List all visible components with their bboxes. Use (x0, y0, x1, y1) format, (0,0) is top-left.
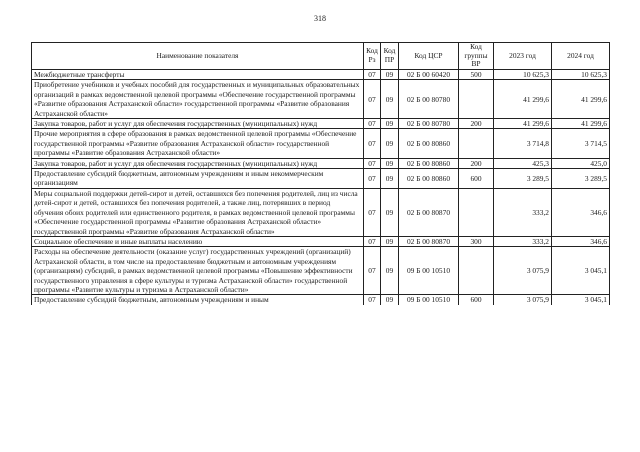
row-2024: 41 299,6 (552, 119, 610, 129)
row-pr: 09 (381, 80, 399, 119)
row-2023: 425,3 (494, 158, 552, 168)
row-vr: 500 (459, 70, 494, 80)
header-name: Наименование показателя (32, 43, 364, 70)
row-pr: 09 (381, 188, 399, 236)
row-2023: 41 299,6 (494, 80, 552, 119)
row-csr: 09 Б 00 10510 (399, 295, 459, 305)
row-csr: 09 Б 00 10510 (399, 247, 459, 295)
table-row (32, 169, 610, 189)
row-vr (459, 80, 494, 119)
row-rz: 07 (364, 158, 381, 168)
row-rz: 07 (364, 247, 381, 295)
row-2024: 425,0 (552, 158, 610, 168)
row-csr: 02 Б 00 60420 (399, 70, 459, 80)
row-csr: 02 Б 00 80860 (399, 169, 459, 189)
row-vr (459, 247, 494, 295)
row-2023: 333,2 (494, 236, 552, 246)
row-rz: 07 (364, 169, 381, 189)
row-rz: 07 (364, 295, 381, 305)
row-pr: 09 (381, 169, 399, 189)
row-vr: 600 (459, 295, 494, 305)
row-name: Закупка товаров, работ и услуг для обеспечения государственных (муниципальных) нужд (32, 119, 364, 129)
row-pr: 09 (381, 70, 399, 80)
row-rz: 07 (364, 119, 381, 129)
row-2024: 346,6 (552, 236, 610, 246)
row-2024: 346,6 (552, 188, 610, 236)
row-pr: 09 (381, 129, 399, 158)
page-number: 318 (314, 14, 326, 23)
table-row (32, 119, 610, 129)
row-name: Меры социальной поддержки детей-сирот и детей, оставшихся без попечения родителей, лиц из числа детей-сирот и детей, оставшихся без попечения родителей, а также лиц, потерявших в период обучения обоих родителей или единственного родителя, в рамках ведомственной целевой программы «Обеспечение государственной программы «Развитие образования Астраханской области» государственной программы «Развитие образования Астраханской области» (32, 188, 364, 236)
row-vr: 200 (459, 158, 494, 168)
header-2023: 2023 год (494, 43, 552, 70)
row-vr (459, 188, 494, 236)
row-rz: 07 (364, 188, 381, 236)
row-2024: 3 714,5 (552, 129, 610, 158)
table-row (32, 295, 610, 305)
row-2023: 333,2 (494, 188, 552, 236)
row-name: Прочие мероприятия в сфере образования в рамках ведомственной целевой программы «Обеспечение государственной программы «Развитие образования Астраханской области» государственной программы «Развитие образования Астраханской области» (32, 129, 364, 158)
table-row (32, 80, 610, 119)
row-vr: 600 (459, 169, 494, 189)
header-2024: 2024 год (552, 43, 610, 70)
row-rz: 07 (364, 236, 381, 246)
row-rz: 07 (364, 80, 381, 119)
row-csr: 02 Б 00 80780 (399, 80, 459, 119)
row-2023: 10 625,3 (494, 70, 552, 80)
row-name: Межбюджетные трансферты (32, 70, 364, 80)
header-vr: Код группы ВР (459, 43, 494, 70)
row-rz: 07 (364, 129, 381, 158)
header-csr: Код ЦСР (399, 43, 459, 70)
budget-table (31, 42, 610, 305)
row-2024: 3 289,5 (552, 169, 610, 189)
row-2024: 3 045,1 (552, 295, 610, 305)
table-row (32, 247, 610, 295)
row-2023: 3 075,9 (494, 295, 552, 305)
table-row (32, 70, 610, 80)
row-pr: 09 (381, 119, 399, 129)
table-row (32, 188, 610, 236)
table-header-row (32, 43, 610, 70)
row-2023: 3 714,8 (494, 129, 552, 158)
row-csr: 02 Б 00 80870 (399, 236, 459, 246)
row-2024: 10 625,3 (552, 70, 610, 80)
row-2024: 41 299,6 (552, 80, 610, 119)
row-csr: 02 Б 00 80860 (399, 129, 459, 158)
row-pr: 09 (381, 158, 399, 168)
row-name: Расходы на обеспечение деятельности (оказание услуг) государственных учреждений (организаций) Астраханской области, в том числе на предоставление бюджетным и автономным учреждениям (организациям) субсидий, в рамках ведомственной целевой программы «Повышение эффективности государственного управления в сфере культуры и туризма Астраханской области» государственной программы «Развитие культуры и туризма в Астраханской области» (32, 247, 364, 295)
row-2024: 3 045,1 (552, 247, 610, 295)
row-name: Закупка товаров, работ и услуг для обеспечения государственных (муниципальных) нужд (32, 158, 364, 168)
row-pr: 09 (381, 247, 399, 295)
row-2023: 3 075,9 (494, 247, 552, 295)
row-csr: 02 Б 00 80870 (399, 188, 459, 236)
row-csr: 02 Б 00 80780 (399, 119, 459, 129)
row-pr: 09 (381, 236, 399, 246)
header-pr: Код ПР (381, 43, 399, 70)
row-name: Предоставление субсидий бюджетным, автономным учреждениям и иным некоммерческим организациям (32, 169, 364, 189)
row-csr: 02 Б 00 80860 (399, 158, 459, 168)
row-name: Социальное обеспечение и иные выплаты населению (32, 236, 364, 246)
row-2023: 3 289,5 (494, 169, 552, 189)
row-2023: 41 299,6 (494, 119, 552, 129)
table-row (32, 158, 610, 168)
row-rz: 07 (364, 70, 381, 80)
row-vr (459, 129, 494, 158)
row-name: Приобретение учебников и учебных пособий для государственных и муниципальных образовательных организаций в рамках ведомственной целевой программы «Обеспечение государственной программы «Развитие образования Астраханской области» государственной программы «Развитие образования Астраханской области» (32, 80, 364, 119)
row-vr: 300 (459, 236, 494, 246)
table-row (32, 129, 610, 158)
row-pr: 09 (381, 295, 399, 305)
row-vr: 200 (459, 119, 494, 129)
row-name: Предоставление субсидий бюджетным, автономным учреждениям и иным (32, 295, 364, 305)
table-row (32, 236, 610, 246)
header-rz: Код Рз (364, 43, 381, 70)
